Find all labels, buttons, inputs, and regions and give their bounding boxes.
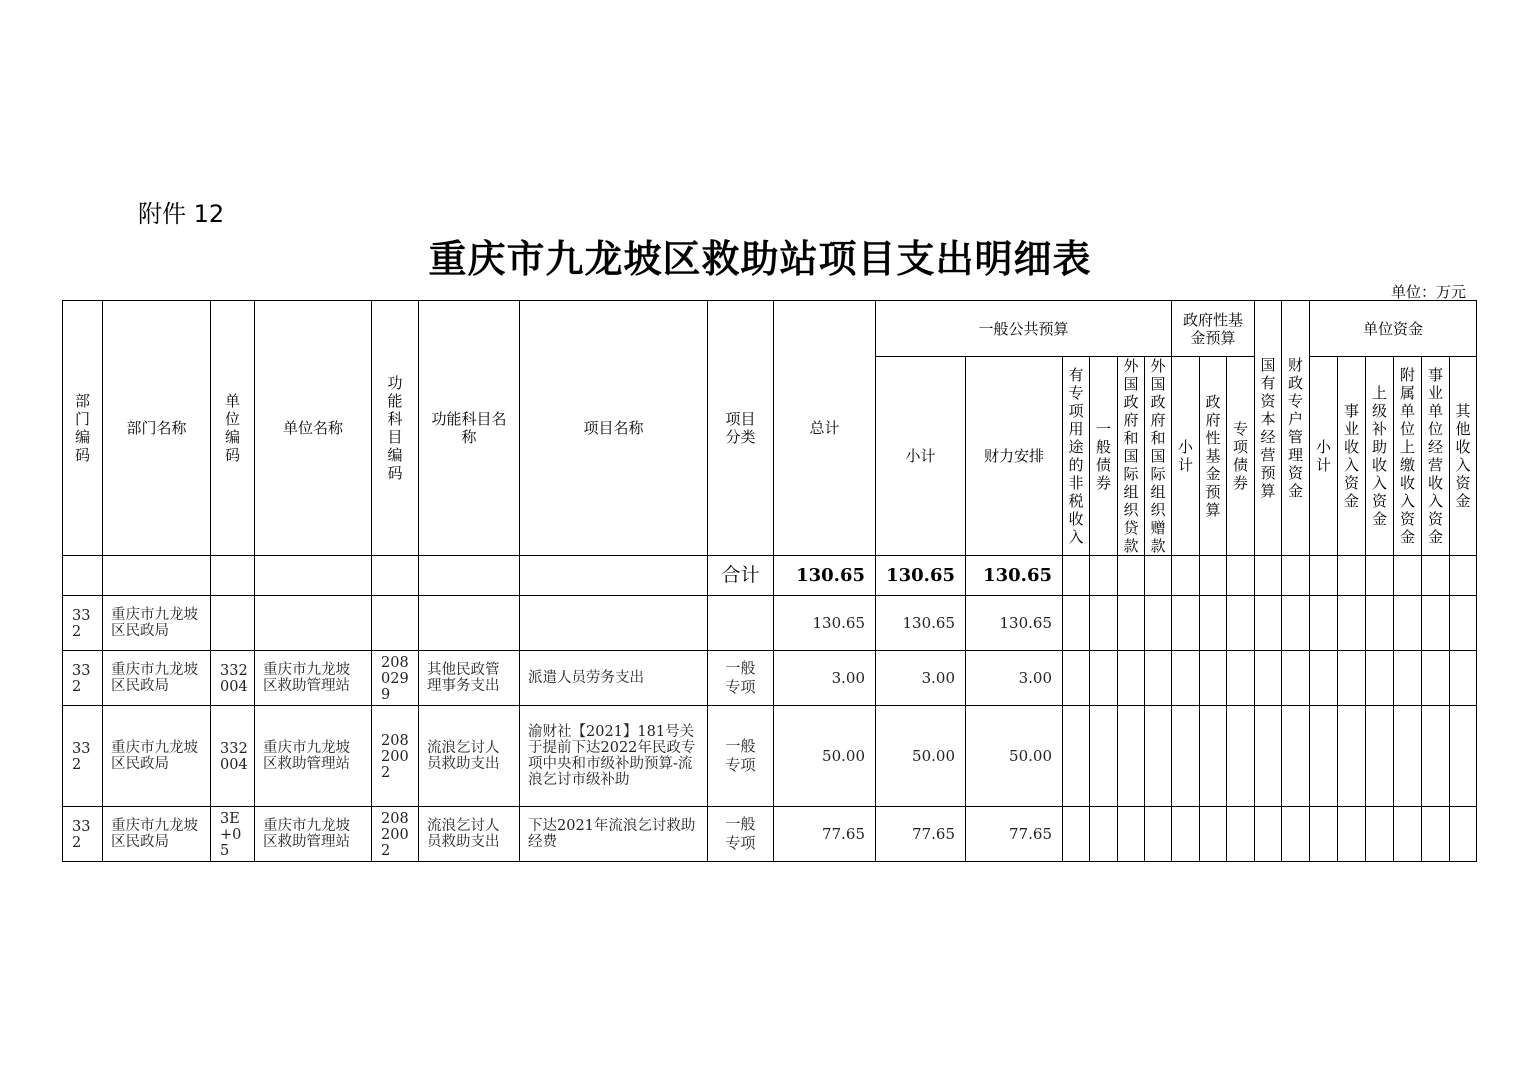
header-uf-superior: 上级补助收入资金 [1366,357,1394,556]
header-dept-code: 部门编码 [63,301,103,556]
unit-code-cell: 332004 [211,651,255,706]
dept-name-cell: 重庆市九龙坡区民政局 [103,596,211,651]
header-project-cat: 项目分类 [708,301,774,556]
func-name-cell [419,596,520,651]
subtotal-cell: 130.65 [876,596,966,651]
subtotal-cell: 3.00 [876,651,966,706]
header-unit-code: 单位编码 [211,301,255,556]
table-row [63,807,1477,862]
header-uf-subtotal: 小计 [1310,357,1338,556]
header-gb-special-tax: 有专项用途的非税收入 [1063,357,1090,556]
dept-code-cell: 332 [63,706,103,807]
total-total: 130.65 [774,556,876,596]
unit-code-cell [211,596,255,651]
header-gov-fund-budget: 政府性基金预算 [1172,301,1255,357]
unit-code-cell: 332004 [211,706,255,807]
header-gf-subtotal: 小计 [1172,357,1200,556]
table-row [63,706,1477,807]
header-total: 总计 [774,301,876,556]
unit-code-cell: 3E+05 [211,807,255,862]
header-func-name: 功能科目名称 [419,301,520,556]
header-uf-operating: 事业单位经营收入资金 [1422,357,1450,556]
header-unit-name: 单位名称 [255,301,372,556]
fiscal-cell: 130.65 [966,596,1063,651]
header-gf-bond: 专项债券 [1227,357,1255,556]
subtotal-cell: 77.65 [876,807,966,862]
func-code-cell: 2080299 [372,651,419,706]
category-cell: 一般专项 [708,807,774,862]
expenditure-table [62,300,1477,862]
total-label: 合计 [708,556,774,596]
category-cell [708,596,774,651]
dept-name-cell: 重庆市九龙坡区民政局 [103,651,211,706]
project-cell: 派遣人员劳务支出 [520,651,708,706]
header-gb-subtotal: 小计 [876,357,966,556]
header-general-budget: 一般公共预算 [876,301,1172,357]
unit-name-cell: 重庆市九龙坡区救助管理站 [255,807,372,862]
header-project-name: 项目名称 [520,301,708,556]
table-row [63,651,1477,706]
header-uf-business: 事业收入资金 [1338,357,1366,556]
total-row [63,556,1477,596]
header-unit-funds: 单位资金 [1310,301,1477,357]
fiscal-cell: 77.65 [966,807,1063,862]
fiscal-cell: 50.00 [966,706,1063,807]
project-cell: 下达2021年流浪乞讨救助经费 [520,807,708,862]
total-cell: 130.65 [774,596,876,651]
func-name-cell: 流浪乞讨人员救助支出 [419,706,520,807]
header-fiscal-special: 财政专户管理资金 [1282,301,1310,556]
header-state-capital: 国有资本经营预算 [1255,301,1282,556]
category-cell: 一般专项 [708,651,774,706]
header-gf-budget: 政府性基金预算 [1200,357,1227,556]
category-cell: 一般专项 [708,706,774,807]
dept-name-cell: 重庆市九龙坡区民政局 [103,706,211,807]
dept-code-cell: 332 [63,596,103,651]
unit-name-cell [255,596,372,651]
header-func-code: 功能科目编码 [372,301,419,556]
func-code-cell: 2082002 [372,706,419,807]
header-gb-foreign-loan: 外国政府和国际组织贷款 [1118,357,1145,556]
func-code-cell [372,596,419,651]
total-subtotal: 130.65 [876,556,966,596]
unit-name-cell: 重庆市九龙坡区救助管理站 [255,706,372,807]
dept-code-cell: 332 [63,651,103,706]
project-cell: 渝财社【2021】181号关于提前下达2022年民政专项中央和市级补助预算-流浪乞讨市级补助 [520,706,708,807]
fiscal-cell: 3.00 [966,651,1063,706]
header-dept-name: 部门名称 [103,301,211,556]
header-gb-bond: 一般债券 [1090,357,1118,556]
total-cell: 50.00 [774,706,876,807]
table-row [63,596,1477,651]
func-name-cell: 其他民政管理事务支出 [419,651,520,706]
header-gb-foreign-grant: 外国政府和国际组织赠款 [1145,357,1172,556]
total-cell: 77.65 [774,807,876,862]
func-code-cell: 2082002 [372,807,419,862]
total-cell: 3.00 [774,651,876,706]
total-fiscal: 130.65 [966,556,1063,596]
header-gb-fiscal: 财力安排 [966,357,1063,556]
header-uf-other: 其他收入资金 [1450,357,1477,556]
page-title: 重庆市九龙坡区救助站项目支出明细表 [428,236,1092,281]
header-uf-affiliated: 附属单位上缴收入资金 [1394,357,1422,556]
subtotal-cell: 50.00 [876,706,966,807]
attachment-label: 附件 12 [138,200,225,228]
dept-code-cell: 332 [63,807,103,862]
unit-note: 单位：万元 [1390,283,1466,301]
unit-name-cell: 重庆市九龙坡区救助管理站 [255,651,372,706]
dept-name-cell: 重庆市九龙坡区民政局 [103,807,211,862]
func-name-cell: 流浪乞讨人员救助支出 [419,807,520,862]
project-cell [520,596,708,651]
